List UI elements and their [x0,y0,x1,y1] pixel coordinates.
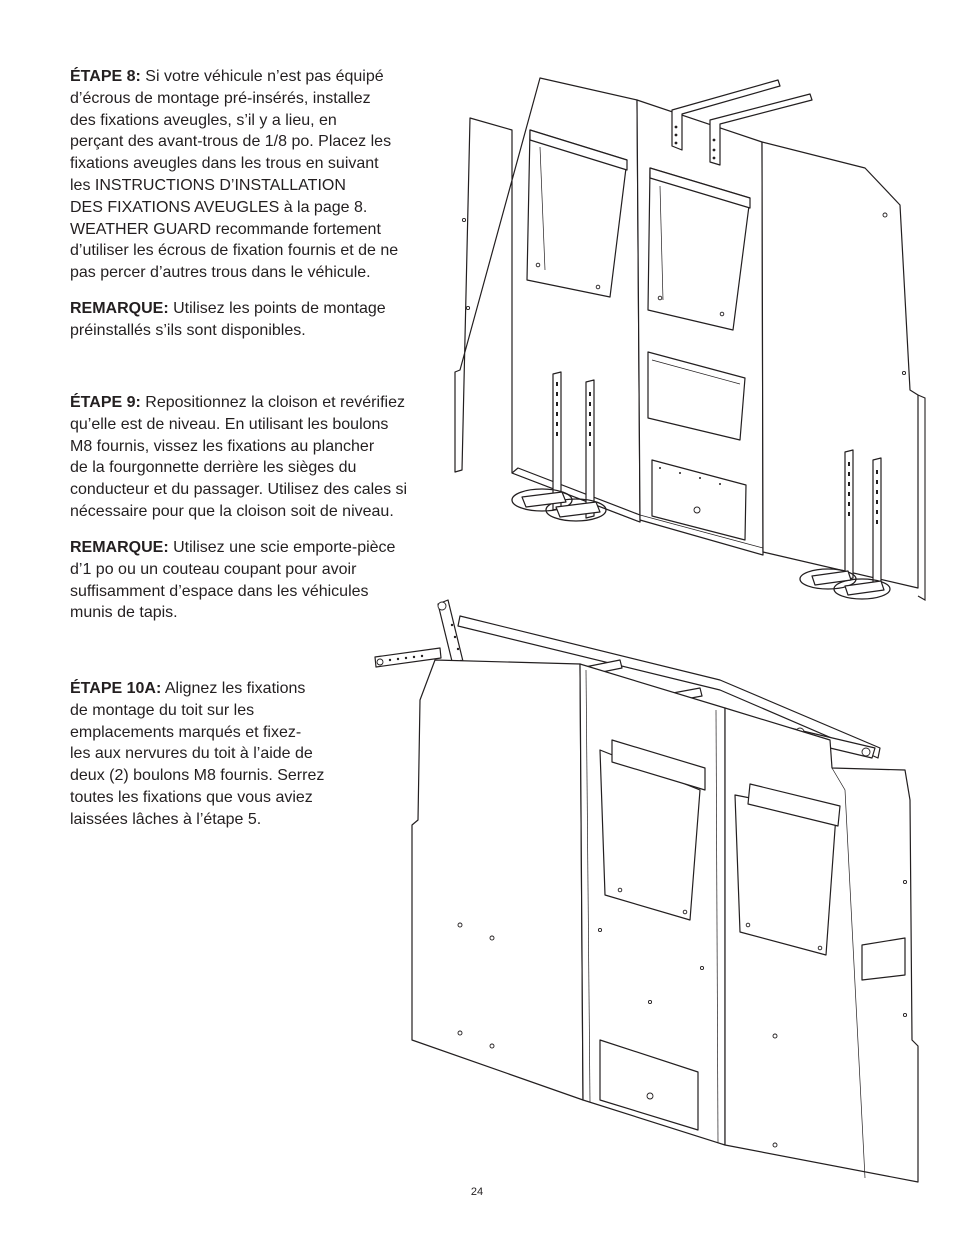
step-10a-line: emplacements marqués et fixez- [70,723,302,741]
step-8-line: WEATHER GUARD recommande fortement [70,220,381,238]
note-8-line: préinstallés s’ils sont disponibles. [70,321,306,339]
step-10a-line: Alignez les fixations [161,680,306,697]
step-8-line: pas percer d’autres trous dans le véhicule. [70,264,371,282]
step-8-paragraph [70,66,430,284]
partition-floor-mount-illustration [440,70,940,610]
step-9-line: M8 fournis, vissez les fixations au plancher [70,437,375,455]
step-8-line: d’utiliser les écrous de fixation fournis et de ne [70,242,399,260]
note-9-label: REMARQUE: [70,539,169,556]
step-10a-line: toutes les fixations que vous aviez [70,788,313,806]
step-8-line: fixations aveugles dans les trous en suivant [70,155,379,173]
step-10a-line: deux (2) boulons M8 fournis. Serrez [70,767,325,785]
step-9-line: conducteur et du passager. Utilisez des cales si [70,481,408,499]
note-8-label: REMARQUE: [70,300,169,317]
step-9-line: qu’elle est de niveau. En utilisant les boulons [70,415,389,433]
step-8-line: DES FIXATIONS AVEUGLES à la page 8. [70,198,368,216]
note-9-line: munis de tapis. [70,604,178,622]
step-9-paragraph [70,392,440,523]
note-9-line: Utilisez une scie emporte-pièce [168,539,396,556]
note-9-line: suffisamment d’espace dans les véhicules [70,582,369,600]
step-8-line: Si votre véhicule n’est pas équipé [140,68,384,85]
step-9-line: Repositionnez la cloison et revérifiez [140,394,405,411]
note-9-line: d’1 po ou un couteau coupant pour avoir [70,560,357,578]
partition-roof-mount-illustration [370,596,930,1186]
step-8-line: d’écrous de montage pré-insérés, installez [70,89,371,107]
step-8-line: des fixations aveugles, s’il y a lieu, en [70,111,337,129]
step-10a-line: laissées lâches à l’étape 5. [70,810,262,828]
step-10a-line: de montage du toit sur les [70,701,255,719]
step-9-line: nécessaire pour que la cloison soit de niveau. [70,502,394,520]
step-9-label: ÉTAPE 9: [70,394,141,411]
step-10a-paragraph [70,678,360,831]
step-9-line: de la fourgonnette derrière les sièges du [70,459,357,477]
step-10a-line: les aux nervures du toit à l’aide de [70,745,313,763]
step-8-line: perçant des avant-trous de 1/8 po. Placez les [70,133,392,151]
note-8-line: Utilisez les points de montage [168,300,386,317]
step-8-line: les INSTRUCTIONS D’INSTALLATION [70,176,346,194]
note-8-paragraph [70,298,430,342]
step-10a-label: ÉTAPE 10A: [70,680,162,697]
step-8-label: ÉTAPE 8: [70,68,141,85]
page-number: 24 [470,1186,484,1198]
